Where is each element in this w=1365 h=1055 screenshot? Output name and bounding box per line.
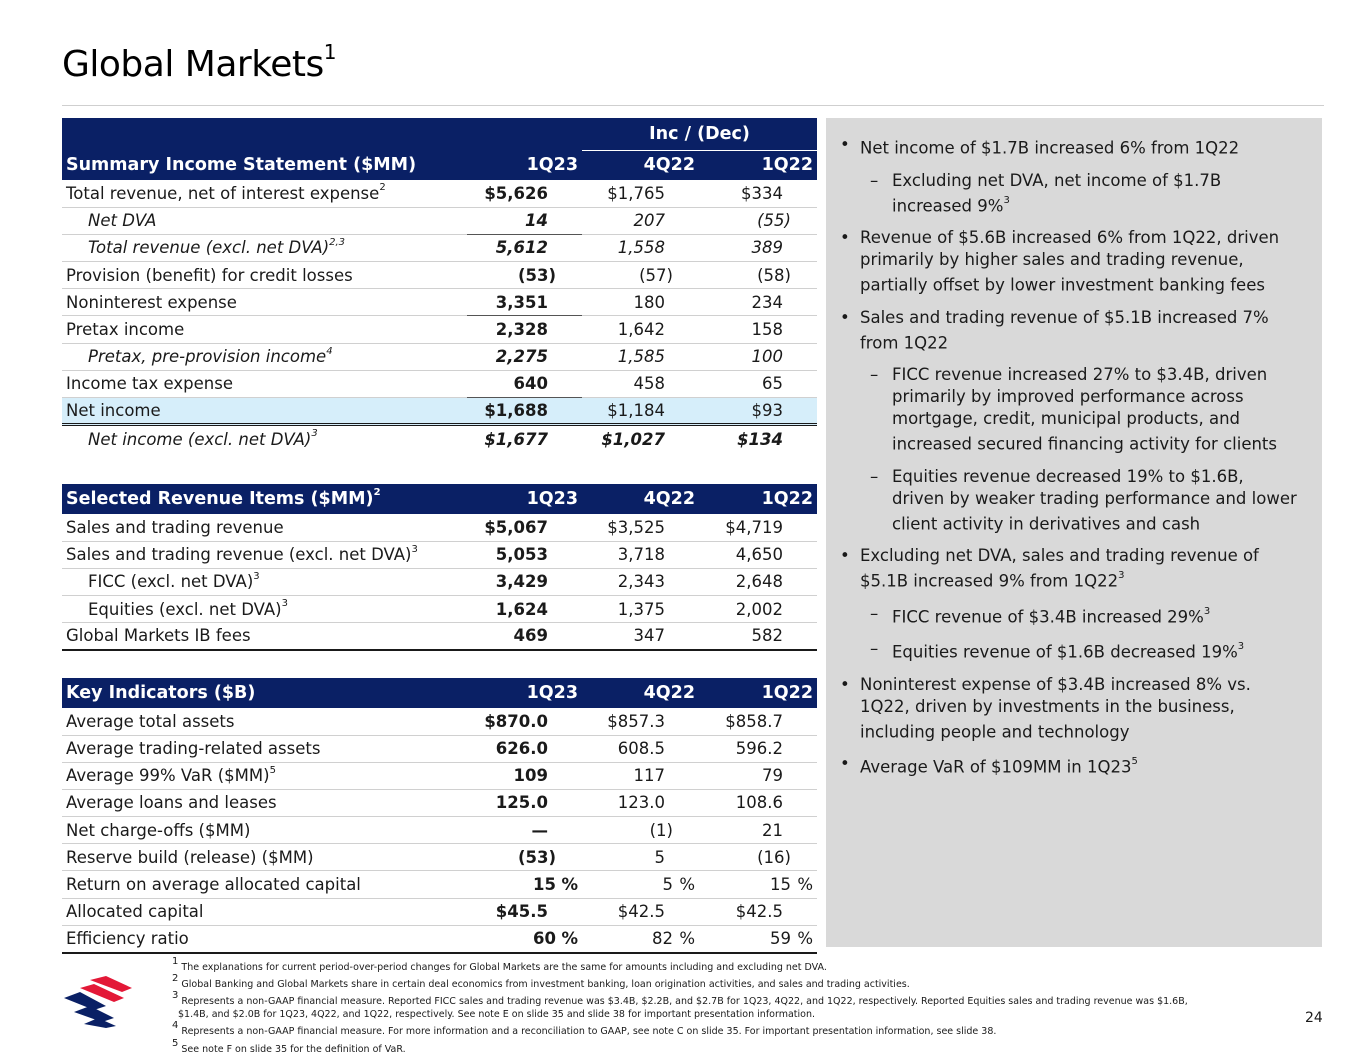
footnote: $^3$ Represents a non-GAAP financial measure. Reported FICC sales and trading revenue was $3.4B, $2.2B, and $2.7B for 1Q23, 4Q22, and 1Q22, respectively. Reported Equities sales and trading revenue was $1.6B, [172, 990, 1188, 1008]
bank-logo-icon [62, 976, 132, 1028]
footnote: $^5$ See note F on slide 35 for the definition of VaR. [172, 1037, 406, 1055]
table-row: Return on average allocated capital 15 % 5 % 15 % [62, 871, 817, 898]
net-income-row: Net income $1,688 $1,184 $93 [62, 398, 817, 425]
footnote: $^1$ The explanations for current period-over-period changes for Global Markets are the same for amounts including and excluding net DVA. [172, 956, 827, 974]
bullet-item: • Revenue of $5.6B increased 6% from 1Q22, driven primarily by higher sales and trading revenue, partially offset by lower investment banking fees [840, 227, 1298, 297]
financial-tables [62, 118, 817, 954]
table-row: Average trading-related assets 626.0 608.5 596.2 [62, 735, 817, 762]
col-header: 1Q22 [699, 150, 817, 180]
page-number: 24 [1305, 1010, 1323, 1026]
col-header: 4Q22 [582, 484, 699, 514]
bullet-item: • Sales and trading revenue of $5.1B increased 7% from 1Q22 [840, 307, 1298, 355]
revenue-items-table: Selected Revenue Items ($MM)$^2$ 1Q23 4Q22 1Q22 Sales and trading revenue $5,067 $3,525 $4,719 Sales and trading revenue (excl. net DVA)$^3$ 5,053 3,718 4,650 FICC (excl. net DVA)$^3$ 3,429 2,343 2,648 Equities (excl. net DVA)$^3$ 1,624 1,375 2,002 Global Markets IB fees 469 347 582 [62, 484, 817, 651]
page-title: Global Markets$^1$ [62, 40, 337, 85]
footnote: $^4$ Represents a non-GAAP financial measure. For more information and a reconciliation to GAAP, see note C on slide 35. For important presentation information, see slide 38. [172, 1020, 997, 1038]
bullet-item: • Average VaR of $109MM in 1Q23$^5$ [840, 753, 1298, 779]
table-row: Allocated capital $45.5 $42.5 $42.5 [62, 898, 817, 925]
bullet-item: • Excluding net DVA, sales and trading revenue of $5.1B increased 9% from 1Q22$^3$ [840, 545, 1298, 593]
table-row: Average total assets $870.0 $857.3 $858.7 [62, 708, 817, 735]
bullet-item: • Noninterest expense of $3.4B increased 8% vs. 1Q22, driven by investments in the business, including people and technology [840, 674, 1298, 744]
col-header: 4Q22 [582, 150, 699, 180]
col-header: 1Q22 [699, 484, 817, 514]
title-divider [62, 105, 1324, 106]
revenue-header-label: Selected Revenue Items ($MM) [66, 488, 374, 509]
table-row: Reserve build (release) ($MM) (53) 5 (16) [62, 844, 817, 871]
table-row: Average loans and leases 125.0 123.0 108.6 [62, 789, 817, 816]
indicators-header-label: Key Indicators ($B) [62, 678, 467, 708]
table-row: Pretax income 2,328 1,642 158 [62, 316, 817, 343]
table-row: Net DVA 14 207 (55) [62, 207, 817, 234]
table-row: Sales and trading revenue (excl. net DVA)$^3$ 5,053 3,718 4,650 [62, 541, 817, 568]
sub-bullet-item: – FICC revenue increased 27% to $3.4B, driven primarily by improved performance across mortgage, credit, municipal products, and increased secured financing activity for clients [840, 364, 1298, 456]
table-row: Provision (benefit) for credit losses (53) (57) (58) [62, 262, 817, 289]
summary-income-table [62, 118, 817, 452]
col-header: 1Q23 [467, 150, 582, 180]
table-row: Average 99% VaR ($MM)$^5$ 109 117 79 [62, 762, 817, 789]
sub-bullet-item: – FICC revenue of $3.4B increased 29%$^3$ [840, 603, 1298, 629]
commentary-panel [826, 118, 1322, 947]
table-row: Total revenue (excl. net DVA)$^{2,3}$ 5,612 1,558 389 [62, 234, 817, 261]
table-row: Total revenue, net of interest expense$^2$ $5,626 $1,765 $334 [62, 180, 817, 207]
footnotes [172, 957, 1272, 1055]
table-row: Net charge-offs ($MM) — (1) 21 [62, 817, 817, 844]
col-header: 1Q23 [467, 484, 582, 514]
table-row: FICC (excl. net DVA)$^3$ 3,429 2,343 2,648 [62, 568, 817, 595]
inc-dec-header: Inc / (Dec) [582, 118, 817, 150]
table-row: Global Markets IB fees 469 347 582 [62, 623, 817, 650]
summary-header-label: Summary Income Statement ($MM) [62, 150, 467, 180]
footnote: $1.4B, and $2.0B for 1Q23, 4Q22, and 1Q22, respectively. See note E on slide 35 and slide 38 for important presentation information. [178, 1009, 816, 1021]
sub-bullet-item: – Equities revenue decreased 19% to $1.6B, driven by weaker trading performance and lower client activity in derivatives and cash [840, 466, 1298, 536]
footnote: $^2$ Global Banking and Global Markets share in certain deal economics from investment banking, loan origination activities, and sales and trading activities. [172, 973, 910, 991]
sub-bullet-item: – Equities revenue of $1.6B decreased 19%$^3$ [840, 638, 1298, 664]
bullet-item: • Net income of $1.7B increased 6% from 1Q22 [840, 134, 1298, 160]
table-row: Equities (excl. net DVA)$^3$ 1,624 1,375 2,002 [62, 595, 817, 622]
col-header: 1Q23 [467, 678, 582, 708]
table-row: Pretax, pre-provision income$^4$ 2,275 1,585 100 [62, 343, 817, 370]
sub-bullet-item: – Excluding net DVA, net income of $1.7B increased 9%$^3$ [840, 170, 1298, 218]
col-header: 1Q22 [699, 678, 817, 708]
table-row: Noninterest expense 3,351 180 234 [62, 289, 817, 316]
table-row: Income tax expense 640 458 65 [62, 370, 817, 397]
table-row: Sales and trading revenue $5,067 $3,525 $4,719 [62, 514, 817, 541]
key-indicators-table [62, 678, 817, 954]
table-row: Efficiency ratio 60 % 82 % 59 % [62, 925, 817, 952]
col-header: 4Q22 [582, 678, 699, 708]
table-row: Net income (excl. net DVA)$^3$ $1,677 $1,027 $134 [88, 428, 783, 449]
